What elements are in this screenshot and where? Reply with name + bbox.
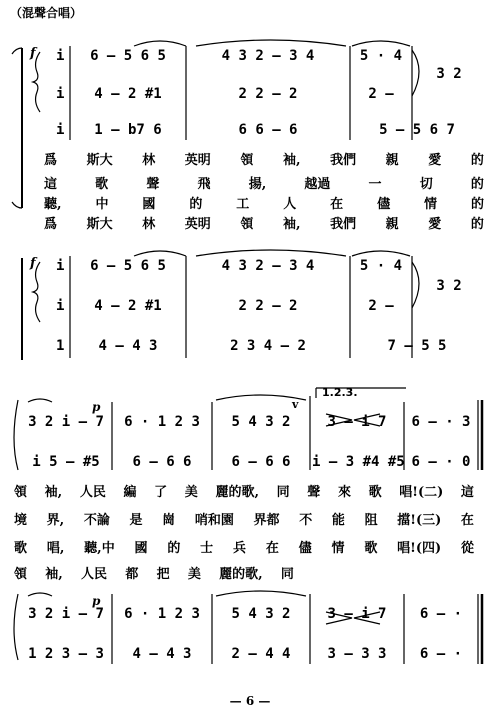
measure: 3 — i 7 <box>327 606 387 622</box>
measure: i 5 — #5 <box>32 454 100 470</box>
lyric-line: 歌 唱, 聽,中 國 的 士 兵 在 儘 情 歌 唱!(四) 從 <box>14 541 474 556</box>
measure: 5 · 4 <box>359 258 403 274</box>
page-number: — 6 — <box>229 694 271 708</box>
notation-row <box>0 604 500 624</box>
notation-row <box>0 256 500 294</box>
measure: 6 · 1 2 3 <box>124 414 200 430</box>
measure: 1 2 3 — 3 <box>28 646 104 662</box>
measure: 6 — 6 6 <box>231 454 291 470</box>
volta-label: 1.2.3. <box>322 386 358 399</box>
notation-row <box>0 120 500 140</box>
measure: 5 4 3 2 <box>231 414 291 430</box>
measure: 4 3 2 — 3 4 <box>221 258 315 274</box>
measure: 2 3 4 — 2 <box>230 338 306 354</box>
measure: 3 2 i — 7 <box>28 414 104 430</box>
measure: i — 3 #4 #5 <box>312 454 405 470</box>
lyric-line: 聽, 中 國 的 工 人 在 儘 情 的 <box>44 197 484 212</box>
measure: 6 — · <box>419 646 463 662</box>
forte-mark: f <box>30 256 36 271</box>
notation-row <box>0 84 500 104</box>
measure: 4 3 2 — 3 4 <box>221 48 315 64</box>
lyric-line: 領 袖, 人民 都 把 美 麗的歌, 同 <box>14 567 294 582</box>
measure: 3 2 <box>436 66 462 82</box>
measure: 6 — · 0 <box>411 454 471 470</box>
measure: 5 — 5 6 7 <box>379 122 455 138</box>
piano-mark: p <box>92 594 101 608</box>
measure: 6 — · <box>419 606 463 622</box>
measure: 4 — 2 #1 <box>94 298 162 314</box>
lyric-line: 領 袖, 人民 編 了 美 麗的歌, 同 聲 來 歌 唱!(二) 這 <box>14 485 474 500</box>
piano-mark: p <box>92 400 101 414</box>
lyric-line: 境 界, 不論 是 崗 哨和園 界都 不 能 阻 擋!(三) 在 <box>14 513 474 528</box>
notation-row <box>0 46 500 82</box>
part-lead: i <box>56 122 65 138</box>
measure: 6 — · 3 <box>411 414 471 430</box>
measure: 6 · 1 2 3 <box>124 606 200 622</box>
measure: 3 — 3 3 <box>327 646 387 662</box>
part-lead: i <box>56 86 65 102</box>
measure: 5 4 3 2 <box>231 606 291 622</box>
measure: 6 6 — 6 <box>238 122 298 138</box>
lyric-line: 爲 斯大 林 英明 領 袖, 我們 親 愛 的 <box>44 153 484 168</box>
accent-mark: v <box>292 398 299 411</box>
measure: 6 — 6 6 <box>132 454 192 470</box>
forte-mark: f <box>30 46 36 61</box>
notation-row <box>0 452 500 472</box>
measure: 6 — 5 6 5 <box>90 258 166 274</box>
measure: 2 2 — 2 <box>238 86 298 102</box>
measure: 2 — 4 4 <box>231 646 291 662</box>
measure: 5 · 4 <box>359 48 403 64</box>
measure: 2 — <box>368 298 394 314</box>
measure: 2 — <box>368 86 394 102</box>
notation-row <box>0 296 500 316</box>
notation-row <box>0 336 500 356</box>
part-lead: i <box>56 48 65 64</box>
section-title: （混聲合唱） <box>10 6 83 20</box>
notation-row <box>0 644 500 664</box>
measure: 1 — b7 6 <box>94 122 162 138</box>
measure: 2 2 — 2 <box>238 298 298 314</box>
measure: 4 — 4 3 <box>132 646 192 662</box>
part-lead: 1 <box>56 338 65 354</box>
measure: 4 — 4 3 <box>98 338 158 354</box>
lyric-line: 這 歌 聲 飛 揚, 越過 一 切 的 <box>44 177 484 192</box>
part-lead: i <box>56 298 65 314</box>
measure: 7 — 5 5 <box>387 338 447 354</box>
measure: 3 2 i — 7 <box>28 606 104 622</box>
measure: 4 — 2 #1 <box>94 86 162 102</box>
notation-row <box>0 412 500 432</box>
measure: 3 — i 7 <box>327 414 387 430</box>
lyric-line: 爲 斯大 林 英明 領 袖, 我們 親 愛 的 <box>44 217 484 232</box>
measure: 3 2 <box>436 278 462 294</box>
measure: 6 — 5 6 5 <box>90 48 166 64</box>
part-lead: i <box>56 258 65 274</box>
